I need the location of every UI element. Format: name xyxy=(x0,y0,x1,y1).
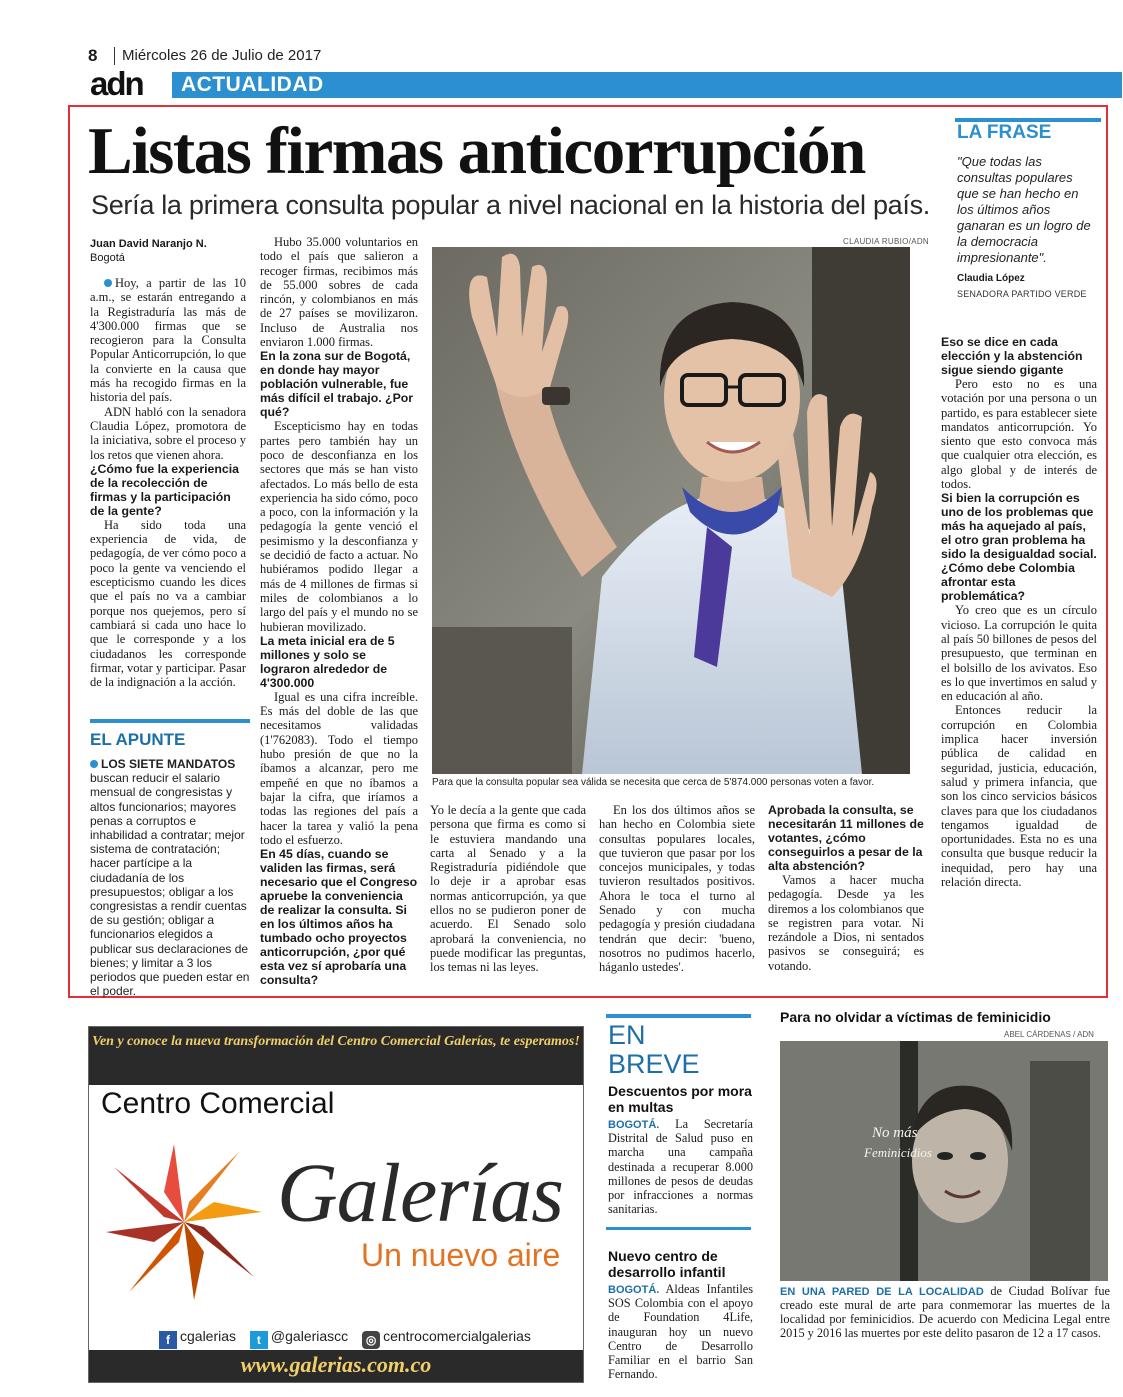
portrait-illustration xyxy=(432,247,910,774)
body-text: Entonces reducir la corrupción en Colombia implica hacer inversión pública de calidad en seguridad, justicia, educación, salud y primera infancia, que son los cinco servicios básicos claves para que los ciudadanos tengamos igualdad de oportunidades. Esta no es una consulta que busque reducir la inequidad, pero hay una relación directa. xyxy=(941,703,1097,890)
subheadline: Sería la primera consulta popular a nivel nacional en la historia del país. xyxy=(91,190,930,220)
breve-title-line1: EN xyxy=(608,1020,646,1050)
galerias-advertisement[interactable] xyxy=(88,1026,584,1383)
ad-twitter[interactable]: @galeriascc xyxy=(270,1328,349,1344)
breve-title-line2: BREVE xyxy=(608,1049,700,1079)
feminicidio-caption xyxy=(780,1284,1110,1340)
breve-title xyxy=(608,1021,748,1079)
apunte-text xyxy=(90,757,250,998)
byline-author: Juan David Naranjo N. xyxy=(90,238,207,250)
body-text: Igual es una cifra increíble. Es más del doble de las que necesitamos validadas (1'762083). Todo el tiempo hubo presión de que no la íbamos a alcanzar, pero me empeñé en que no íbamos a bajar la cifra, que iríamos a todas las regiones del país a hacer la tarea y valió la pena todo el esfuerzo. xyxy=(260,689,418,847)
ad-brand-name: Galerías xyxy=(277,1147,563,1240)
body-text: Ha sido toda una experiencia de vida, de pedagogía, de ver cómo poco a poco la gente va venciendo el escepticismo cuando les dices que el país no va a cambiar porque nos quejemos, pero sí cambiará si cada uno hace lo que le corresponde y a los ciudadanos les corresponde firmar, votar y participar. Pasar de la indignación a la acción. xyxy=(90,517,246,690)
feminicidio-headline: Para no olvidar a víctimas de feminicidio xyxy=(780,1009,1051,1025)
twitter-icon: t xyxy=(250,1331,268,1349)
body-text: ADN habló con la senadora Claudia López, promotora de la iniciativa, sobre el proceso y los retos que vienen ahora. xyxy=(90,404,246,462)
article-column-5 xyxy=(768,803,924,983)
frase-author: Claudia López xyxy=(957,273,1025,284)
article-column-3 xyxy=(430,803,586,983)
page-date: Miércoles 26 de Julio de 2017 xyxy=(122,47,322,64)
question-text: Eso se dice en cada elección y la abstención sigue siendo gigante xyxy=(941,335,1083,377)
question-text: En 45 días, cuando se validen las firmas, será necesario que el Congreso apruebe la conveniencia de realizar la consulta. Si en los últimos años ha tumbado ocho proyectos anticorrupción, ¿por qué esta vez sí aprobaría una consulta? xyxy=(260,847,418,988)
body-text: Vamos a hacer mucha pedagogía. Desde ya les diremos a los colombianos que se registren para votar. Ni rezándole a Dios, ni sentados pasivos se conseguirá; es votando. xyxy=(768,873,924,973)
ad-top-text: Ven y conoce la nueva transformación del Centro Comercial Galerías, te esperamos! xyxy=(92,1034,580,1049)
article-column-2 xyxy=(260,235,418,988)
pinwheel-logo-icon xyxy=(99,1137,269,1307)
question-text: En la zona sur de Bogotá, en donde hay mayor población vulnerable, fue más difícil el trabajo. ¿Por qué? xyxy=(260,349,414,420)
breve-item2-body: Aldeas Infantiles SOS Colombia con el apoyo de Foundation 4Life, inauguran hoy un nuevo Centro de Desarrollo Familiar en el barrio San Fernando. xyxy=(608,1282,753,1382)
apunte-rule xyxy=(90,719,250,723)
bullet-icon xyxy=(90,760,98,768)
ad-social-links xyxy=(149,1328,531,1349)
breve-rule xyxy=(606,1014,751,1018)
feminicidio-caption-lead: EN UNA PARED DE LA LOCALIDAD xyxy=(780,1286,984,1298)
ad-centro-comercial: Centro Comercial xyxy=(101,1087,335,1120)
headline: Listas firmas anticorrupción xyxy=(88,114,865,188)
breve-item1-place: BOGOTÁ. xyxy=(608,1119,660,1131)
body-text: En los dos últimos años se han hecho en Colombia siete consultas populares locales, que tuvieron que pasar por los concejos municipales, y todas tuvieron resultados positivos. Ahora le toca el turno al Senado y con mucha pedagogía y presión ciudadana tendrán que decir: 'bueno, nosotros no pudimos hacerlo, háganlo ustedes'. xyxy=(599,803,755,975)
breve-divider xyxy=(606,1227,751,1230)
body-text: Pero esto no es una votación por una persona o un partido, es para establecer siete mandatos anticorrupción. Yo siento que esto convoca más que cualquier otra elección, es algo global y de interés de todos. xyxy=(941,377,1097,492)
mural-illustration xyxy=(780,1041,1108,1281)
question-text: La meta inicial era de 5 millones y solo se lograron alrededor de 4'300.000 xyxy=(260,633,395,690)
photo-caption: Para que la consulta popular sea válida se necesita que cerca de 5'874.000 personas voten a favor. xyxy=(432,777,875,788)
ad-slogan: Un nuevo aire xyxy=(361,1237,561,1273)
body-text: Yo le decía a la gente que cada persona que firma es como si le estuviera mandando una carta al Senado y a la Registraduría pidiéndole que lo deje ir a aprobar esas normas anticorrupción, ya que ellos no se pudieron poner de acuerdo. El Senado solo aprobará la conveniencia, no puede modificar las preguntas, los temas ni las leyes. xyxy=(430,803,586,975)
mural-text-feminicidios: Feminicidios xyxy=(864,1145,932,1160)
ad-facebook[interactable]: cgalerias xyxy=(180,1328,237,1344)
breve-item2-headline: Nuevo centro de desarrollo infantil xyxy=(608,1248,726,1280)
breve-item1-headline: Descuentos por mora en multas xyxy=(608,1083,752,1115)
page-number: 8 xyxy=(88,46,98,65)
body-text: Hubo 35.000 voluntarios en todo el país que salieron a recoger firmas, recibimos más de 55.000 sobres de cada rincón, y colombianos en más de 27 países se movilizaron. Incluso de Australia nos enviaron 1.000 firmas. xyxy=(260,235,418,350)
body-text: Yo creo que es un círculo vicioso. La corrupción le quita al país 50 billones de pesos del presupuesto, que terminan en el bolsillo de los avivatos. Eso es lo que invertimos en salud y en educación al año. xyxy=(941,603,1097,704)
body-text: Hoy, a partir de las 10 a.m., se estarán entregando a la Registraduría las más de 4'300.000 firmas que se recogieron para la Consulta Popular Anticorrupción, lo que la convierte en la causa que más ha recogido firmas en la historia del país. xyxy=(90,276,246,405)
apunte-body: buscan reducir el salario mensual de congresistas y altos funcionarios; mayores penas a corruptos e inhabilidad a contratar; mejor sistema de contratación; hacer partícipe a la ciudadanía de los presupuestos; obligar a los congresistas a rendir cuentas de su gestión; obligar a funcionarios elegidos a publicar sus declaraciones de bienes; y limitar a 3 los periodos que pueden estar en el poder. xyxy=(90,771,250,999)
frase-quote: "Que todas las consultas populares que se han hecho en los últimos años ganaran es un logro de la democracia impresionante". xyxy=(957,154,1091,265)
photo-credit: CLAUDIA RUBIO/ADN xyxy=(843,237,930,246)
ad-website[interactable]: www.galerias.com.co xyxy=(240,1352,432,1377)
body-text: Escepticismo hay en todas partes pero también hay un poco de desconfianza en los sectores que más se han visto afectados. Lo más bello de esta experiencia ha sido cómo, poco a poco, con la información y la pedagogía la gente venció el pesimismo y la desconfianza y se decidió de facto a actuar. No hubiéramos podido llegar a más de 4 millones de firmas si miles de colombianos a lo largo del país y el mundo no se hubieran movilizado. xyxy=(260,419,418,634)
ad-instagram[interactable]: centrocomercialgalerias xyxy=(383,1328,531,1344)
bullet-icon xyxy=(104,279,112,287)
feminicidio-mural-photo xyxy=(780,1041,1108,1281)
feminicidio-photo-credit: ABEL CÁRDENAS / ADN xyxy=(1004,1030,1094,1039)
adn-logo: adn xyxy=(90,65,143,102)
article-column-1 xyxy=(90,276,246,708)
article-column-6 xyxy=(941,335,1097,985)
breve-item2-place: BOGOTÁ. xyxy=(608,1284,660,1296)
apunte-lead: LOS SIETE MANDATOS xyxy=(101,757,236,771)
breve-item1-text xyxy=(608,1117,753,1216)
question-text: Aprobada la consulta, se necesitarán 11 millones de votantes, ¿cómo conseguirlos a pesar de la alta abstención? xyxy=(768,803,924,873)
section-label: ACTUALIDAD xyxy=(181,73,324,96)
photo-claudia-lopez xyxy=(432,247,910,774)
instagram-icon: ◎ xyxy=(362,1331,380,1349)
header-separator xyxy=(114,47,115,65)
feminicidio-caption-body: de Ciudad Bolívar fue creado este mural de arte para conmemorar las muertes de la localidad por feminicidios. De acuerdo con Medicina Legal entre 2015 y 2016 las muertes por este delito pasaron de 12 a 17 casos. xyxy=(780,1284,1110,1340)
breve-item2-text xyxy=(608,1282,753,1381)
question-text: ¿Cómo fue la experiencia de la recolección de firmas y la participación de la gente? xyxy=(90,461,239,518)
frase-title: LA FRASE xyxy=(957,122,1052,143)
frase-role: SENADORA PARTIDO VERDE xyxy=(957,289,1087,299)
article-column-4 xyxy=(599,803,755,983)
question-text: Si bien la corrupción es uno de los problemas que más ha aquejado al país, el otro gran problema ha sido la desigualdad social. ¿Cómo debe Colombia afrontar esta problemática? xyxy=(941,491,1097,604)
breve-item1-body: La Secretaría Distrital de Salud puso en marcha una campaña destinada a recuperar 8.000 millones de pesos de deudas por infracciones a normas sanitarias. xyxy=(608,1117,753,1217)
byline-location: Bogotá xyxy=(90,252,125,264)
apunte-title: EL APUNTE xyxy=(90,730,186,749)
facebook-icon: f xyxy=(159,1331,177,1349)
mural-text-no-mas: No más xyxy=(872,1125,918,1141)
